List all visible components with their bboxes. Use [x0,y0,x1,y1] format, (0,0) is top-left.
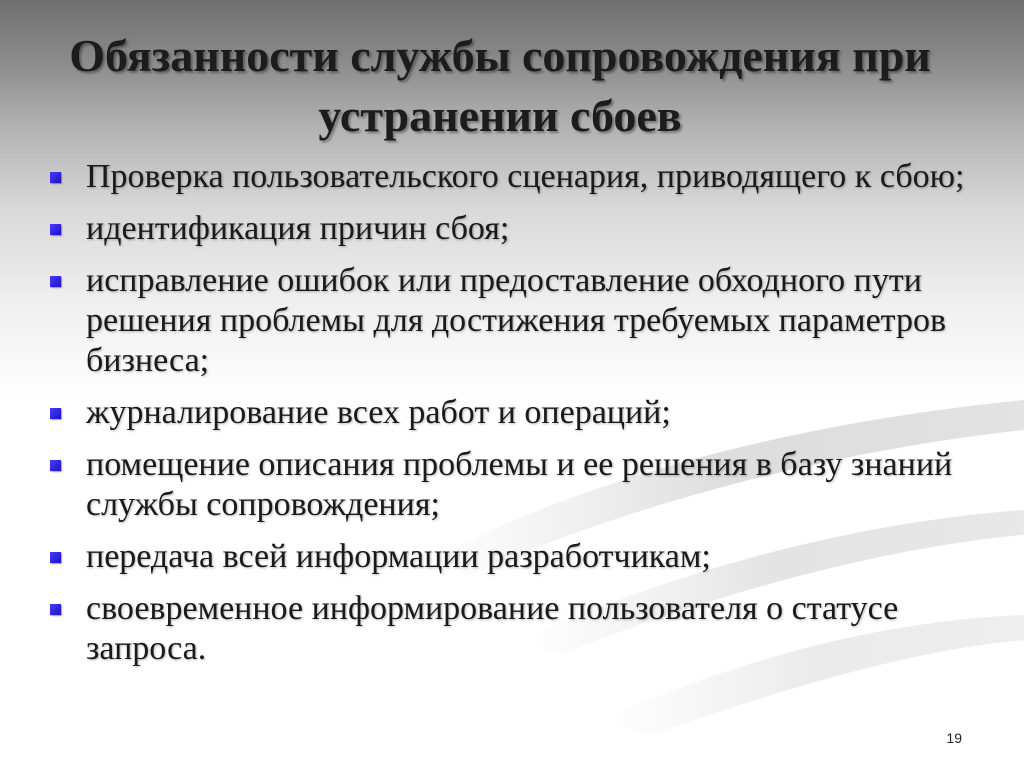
square-bullet-icon [50,460,61,471]
square-bullet-icon [50,224,61,235]
list-item [46,209,996,249]
list-item [46,393,996,433]
list-item-text: Проверка пользовательского сценария, приводящего к сбою; [86,158,965,195]
list-item-text: идентификация причин сбоя; [86,210,510,247]
square-bullet-icon [50,408,61,419]
slide-title [0,26,1000,146]
list-item [46,445,996,525]
list-item-text: журналирование всех работ и операций; [86,394,671,431]
slide-title-line-2: устранении сбоев [318,90,682,141]
square-bullet-icon [50,276,61,287]
list-item [46,157,996,197]
slide-title-line-1: Обязанности службы сопровождения при [69,30,931,81]
list-item-text: передача всей информации разработчикам; [86,538,711,575]
list-item [46,589,996,669]
list-item-text: помещение описания проблемы и ее решения в базу знаний службы сопровождения; [86,446,953,523]
square-bullet-icon [50,604,61,615]
list-item [46,537,996,577]
page-number: 19 [946,730,962,746]
square-bullet-icon [50,552,61,563]
list-item-text: исправление ошибок или предоставление обходного пути решения проблемы для достижения требуемых параметров бизнеса; [86,262,946,379]
square-bullet-icon [50,172,61,183]
list-item [46,261,996,381]
list-item-text: своевременное информирование пользователя о статусе запроса. [86,590,899,667]
bullet-list [46,157,996,681]
